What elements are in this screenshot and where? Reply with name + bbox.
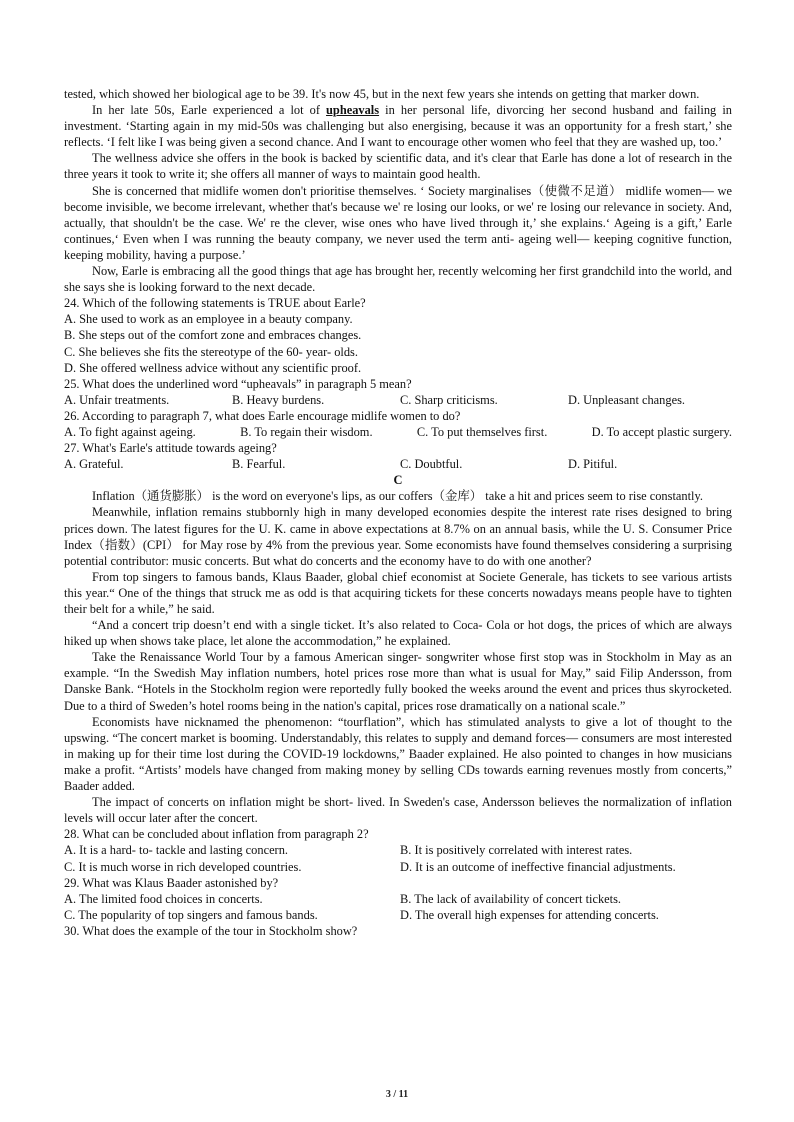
paragraph-c-4: “And a concert trip doesn’t end with a single ticket. It’s also related to Coca- Cola or hot dogs, the prices of which are always hiked up when shows take place, let alone the accommodation,” he explained. (64, 618, 732, 649)
question-30: 30. What does the example of the tour in Stockholm show? (64, 923, 358, 938)
options-29-ab (64, 891, 732, 907)
option-29d: D. The overall high expenses for attending concerts. (400, 907, 659, 922)
options-28-ab (64, 842, 732, 858)
paragraph-b-3: She is concerned that midlife women don't prioritise themselves. ‘ Society marginalises（使微不足道） midlife women— we become invisible, we become irrelevant, whether that's because we' re losing our looks, or we' re losing our relevance in society. And, actually, that shouldn't be the case. We' re the clever, wise ones who have lived through it,’ she explains.‘ Ageing is a gift,’ Earle continues,‘ Even when I was running the beauty company, we never used the term anti- ageing well— keeping cognitive function, keeping mobility, having a purpose.’ (64, 183, 732, 262)
paragraph-b-0: tested, which showed her biological age to be 39. It's now 45, but in the next few years she intends on getting that marker down. (64, 87, 700, 101)
option-25c: C. Sharp criticisms. (400, 392, 498, 407)
option-27c: C. Doubtful. (400, 457, 463, 472)
options-28-cd (64, 859, 732, 875)
question-28: 28. What can be concluded about inflation from paragraph 2? (64, 827, 369, 842)
option-29c: C. The popularity of top singers and famous bands. (64, 907, 318, 922)
option-29a: A. The limited food choices in concerts. (64, 891, 263, 906)
option-26a: A. To fight against ageing. (64, 424, 196, 439)
option-28a: A. It is a hard- to- tackle and lasting concern. (64, 843, 288, 858)
option-25b: B. Heavy burdens. (232, 392, 325, 407)
paragraph-b-4: Now, Earle is embracing all the good things that age has brought her, recently welcoming her first grandchild into the world, and she says she is looking forward to the next decade. (64, 264, 732, 295)
option-28d: D. It is an outcome of ineffective financial adjustments. (400, 859, 676, 874)
option-26d: D. To accept plastic surgery. (591, 424, 732, 439)
question-26: 26. According to paragraph 7, what does Earle encourage midlife women to do? (64, 408, 461, 423)
question-25: 25. What does the underlined word “upheavals” in paragraph 5 mean? (64, 376, 412, 391)
options-25 (64, 392, 732, 408)
underlined-word: upheavals (326, 103, 380, 118)
option-24b: B. She steps out of the comfort zone and embraces changes. (64, 328, 362, 343)
document-page (64, 86, 732, 939)
option-28b: B. It is positively correlated with interest rates. (400, 843, 633, 858)
page-number: 3 / 11 (385, 1089, 409, 1100)
paragraph-c-3: From top singers to famous bands, Klaus Baader, global chief economist at Societe Generale, has tickets to see various artists this year.“ One of the things that struck me as odd is that acquiring tickets for these concerts nowadays means people have to tighten their belt for a while,” he said. (64, 569, 732, 616)
option-27d: D. Pitiful. (568, 457, 618, 472)
paragraph-c-1: Inflation（通货膨胀） is the word on everyone's lips, as our coffers（金库） take a hit and prices seem to rise constantly. (92, 489, 703, 504)
options-27 (64, 456, 732, 472)
section-heading-c: C (393, 473, 403, 488)
option-24a: A. She used to work as an employee in a beauty company. (64, 312, 353, 327)
option-27a: A. Grateful. (64, 457, 124, 472)
paragraph-c-2: Meanwhile, inflation remains stubbornly high in many developed economies despite the interest rate rises designed to bring prices down. The latest figures for the U. K. came in above expectations at 8.7% on an annual basis, while the U. S. Consumer Price Index（指数）(CPI） for May rose by 4% from the previous year. Some economists have found themselves considering a surprising potential contributor: music concerts. But what do concerts and the economy have to do with one another? (64, 505, 732, 568)
option-25d: D. Unpleasant changes. (568, 392, 685, 407)
option-24c: C. She believes she fits the stereotype of the 60- year- olds. (64, 344, 358, 359)
option-25a: A. Unfair treatments. (64, 392, 170, 407)
option-28c: C. It is much worse in rich developed countries. (64, 859, 302, 874)
option-24d: D. She offered wellness advice without any scientific proof. (64, 360, 362, 375)
paragraph-c-5: Take the Renaissance World Tour by a famous American singer- songwriter whose first stop was in Stockholm in May as an example. “In the Swedish May inflation numbers, hotel prices rose more than what is usual for May,” said Filip Andersson, from Danske Bank. “Hotels in the Stockholm region were reportedly fully booked the weeks around the event and prices thus skyrocketed. Due to a third of Sweden’s hotel rooms being in the nation's capital, prices rose dramatically on a national scale.” (64, 650, 732, 713)
options-29-cd (64, 907, 732, 923)
question-29: 29. What was Klaus Baader astonished by? (64, 875, 279, 890)
paragraph-c-6: Economists have nicknamed the phenomenon: “tourflation”, which has stimulated analysts to give a lot of thought to the upswing. “The concert market is booming. Understandably, this relates to supply and demand forces— consumers are most interested in making up for their time lost during the COVID-19 lockdowns,” Baader explained. He also pointed to changes in how musicians make a profit. “Artists’ models have changed from making money by selling CDs towards earning revenues mostly from concerts,” Baader added. (64, 714, 732, 794)
option-26b: B. To regain their wisdom. (240, 424, 373, 439)
option-27b: B. Fearful. (232, 457, 286, 472)
option-26c: C. To put themselves first. (416, 424, 548, 439)
option-29b: B. The lack of availability of concert tickets. (400, 891, 622, 906)
question-24: 24. Which of the following statements is TRUE about Earle? (64, 296, 366, 311)
paragraph-b-2: The wellness advice she offers in the book is backed by scientific data, and it's clear that Earle has done a lot of research in the three years it took to write it; she offers all manner of ways to maintain good health. (64, 151, 732, 182)
question-27: 27. What's Earle's attitude towards ageing? (64, 441, 277, 456)
paragraph-b-1: In her late 50s, Earle experienced a lot of upheavals in her personal life, divorcing her second husband and failing in investment. ‘Starting again in my mid-50s was challenging but also energising, because it was an opportunity for a fresh start,’ she reflects. ‘I felt like I was being given a second chance. And I want to encourage other women who feel that they are washed up, too.’ (64, 103, 732, 150)
options-26 (64, 424, 732, 440)
paragraph-c-7: The impact of concerts on inflation might be short- lived. In Sweden's case, Andersson believes the normalization of inflation levels will occur later after the concert. (64, 795, 732, 826)
